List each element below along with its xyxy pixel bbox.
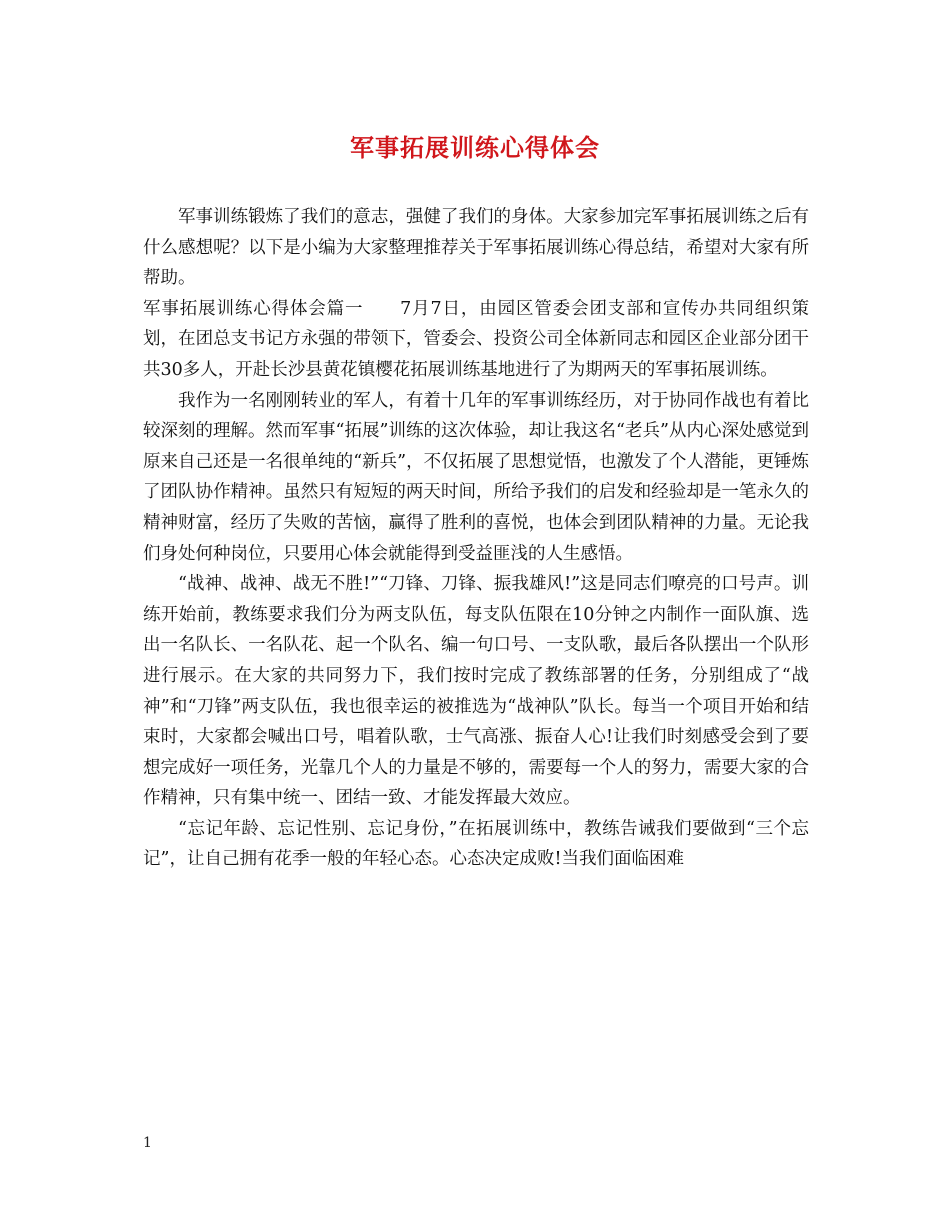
document-title: 军事拓展训练心得体会 xyxy=(350,133,600,162)
document-body xyxy=(143,202,809,875)
paragraph-intro: 军事训练锻炼了我们的意志，强健了我们的身体。大家参加完军事拓展训练之后有什么感想呢？以下是小编为大家整理推荐关于军事拓展训练心得总结，希望对大家有所帮助。 xyxy=(143,207,809,289)
paragraph-three-forgets: “忘记年龄、忘记性别、忘记身份，”在拓展训练中，教练告诫我们要做到“三个忘记”，让自己拥有花季一般的年轻心态。心态决定成败!当我们面临困难 xyxy=(143,818,809,870)
paragraph-veteran: 我作为一名刚刚转业的军人，有着十几年的军事训练经历，对于协同作战也有着比较深刻的理解。然而军事“拓展”训练的这次体验，却让我这名“老兵”从内心深处感觉到原来自己还是一名很单纯的“新兵”，不仅拓展了思想觉悟，也激发了个人潜能，更锤炼了团队协作精神。虽然只有短短的两天时间，所给予我们的启发和经验却是一笔永久的精神财富，经历了失败的苦恼，赢得了胜利的喜悦，也体会到团队精神的力量。无论我们身处何种岗位，只要用心体会就能得到受益匪浅的人生感悟。 xyxy=(143,390,809,564)
page-number: 1 xyxy=(143,1135,152,1151)
paragraph-section-one: 军事拓展训练心得体会篇一 7月7日，由园区管委会团支部和宣传办共同组织策划，在团总支书记方永强的带领下，管委会、投资公司全体新同志和园区企业部分团干共30多人，开赴长沙县黄花镇樱花拓展训练基地进行了为期两天的军事拓展训练。 xyxy=(143,298,809,380)
paragraph-team-slogans: “战神、战神、战无不胜!”“刀锋、刀锋、振我雄风!”这是同志们嘹亮的口号声。训练开始前，教练要求我们分为两支队伍，每支队伍限在10分钟之内制作一面队旗、选出一名队长、一名队花、起一个队名、编一句口号、一支队歌，最后各队摆出一个队形进行展示。在大家的共同努力下，我们按时完成了教练部署的任务，分别组成了“战神”和“刀锋”两支队伍，我也很幸运的被推选为“战神队”队长。每当一个项目开始和结束时，大家都会喊出口号，唱着队歌，士气高涨、振奋人心!让我们时刻感受会到了要想完成好一项任务，光靠几个人的力量是不够的，需要每一个人的努力，需要大家的合作精神，只有集中统一、团结一致、才能发挥最大效应。 xyxy=(143,574,809,809)
